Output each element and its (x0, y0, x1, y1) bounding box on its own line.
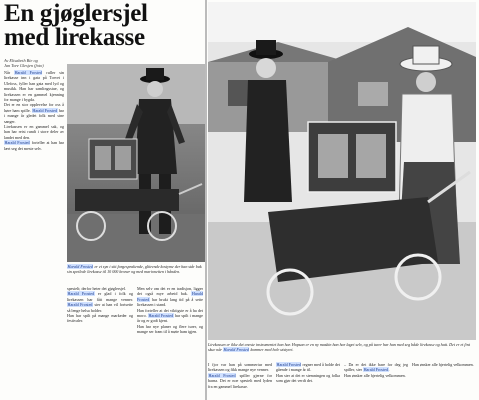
paragraph: – Da er det ikke bare for deg jeg spiller, sier Harald Frosted. (344, 362, 408, 373)
article-column-3 (137, 286, 203, 396)
article-column-6 (344, 362, 408, 398)
highlighted-name: Harald Frosted (137, 291, 203, 302)
highlighted-name: Harald Frosted (223, 347, 249, 353)
highlighted-name: Harald Frosted (363, 367, 389, 373)
article-column-1 (4, 70, 64, 396)
photo-lirekasse-right (208, 2, 476, 340)
article-column-4 (208, 362, 272, 398)
caption-right-text: Lirekassen er ikke det eneste instrumentet han har. Hopsan er en ny maskin han har laget selv, og på turer har han med seg både lirekasse og hatt. Det er et fint skue når Harald Frosted kommer med hele utstyret. (208, 342, 470, 353)
highlighted-name: Harald Frosted (4, 140, 30, 146)
headline (4, 2, 204, 50)
paragraph: Harald Frosted regner med å holde det gående i mange år til. (276, 362, 340, 373)
paragraph: Harald Frosted er glad i folk og lirekassen har fått mange venner. Harald Frosted sier at han vil fortsette så lenge helsa holder. (67, 291, 133, 313)
headline-line-1: En gjøglersjel (4, 0, 148, 27)
paragraph: Han har nye planer og flere turer, og mange ser fram til å møte ham igjen. (137, 323, 203, 335)
paragraph: Han har spilt på mange markeder og festivaler. (67, 313, 133, 324)
highlighted-name: Harald Frosted (208, 372, 236, 378)
highlighted-name: Harald Frosted (32, 107, 58, 113)
byline (4, 58, 74, 68)
paragraph: Lirekassen er en gammel sak, og han har reist rundt i store deler av landet med den. (4, 124, 64, 140)
paragraph: spesielt; derfor heter det gjøglersjel. (67, 286, 126, 291)
paragraph: Harald Frosted spiller gjerne for barna. Det er noe spesielt med lyden fra en gammel lirekasse. (208, 372, 272, 389)
photo-lirekasse-left (67, 64, 205, 262)
photo-illustration (67, 64, 205, 262)
column-divider (205, 0, 207, 400)
paragraph: Han sier at det er stemningen og folka som gjør det verdt det. (276, 372, 340, 384)
paragraph: Men selv om det er en tradisjon, ligger det også mye arbeid bak. Harald Frosted har brukt lang tid på å sette lirekassen i stand. (137, 286, 203, 308)
paragraph: Harald Frosted forteller at han har lært seg det meste selv. (4, 140, 64, 151)
headline-line-2: med lirekasse (4, 24, 145, 51)
paragraph: Han forteller at det viktigste er å ha det moro. Harald Frosted har spilt i mange år og er godt kjent. (137, 307, 203, 324)
highlighted-name: Harald Frosted (67, 264, 93, 269)
paragraph: I fjor var han på sommertur med lirekassen og fikk mange nye venner. (208, 362, 272, 373)
byline-line-1: Av Elisabeth Bie og (4, 58, 38, 63)
caption-left (67, 264, 204, 274)
article-column-2 (67, 286, 133, 396)
highlighted-name: Harald Frosted (276, 362, 301, 367)
highlighted-name: Harald Frosted (67, 291, 95, 297)
highlighted-name: Harald Frosted (14, 70, 42, 75)
caption-right (208, 342, 476, 352)
paragraph: Når Harald Frosted ruller sin lirekasse inn i gata på Torvet i Ulefoss, fyller han gata med lyd og musikk. Han har samlingsstue, og lirekassen er en gammel kjenning for mange i bygda. (4, 70, 64, 103)
photo-illustration-right (208, 2, 476, 340)
highlighted-name: Harald Frosted (148, 313, 174, 319)
paragraph: Han ønsker alle hjertelig velkommen. (412, 362, 474, 367)
paragraph: Han ønsker alle hjertelig velkommen. (344, 372, 406, 378)
byline-line-2: Jan Tore Glesjen (foto) (4, 63, 44, 68)
caption-left-text: Harald Frosted er et syn i sitt fargesprakende, glitrende kostyme der han står bak sin speilede lirekasse til 10 000 kroner og med marionetten i hånden. (67, 264, 202, 275)
highlighted-name: Harald Frosted (67, 302, 93, 308)
article-column-7 (412, 362, 476, 398)
paragraph: Det er en stor opplevelse for oss å høre ham spille. Harald Frosted har i mange år gledet folk med sine sanger. (4, 102, 64, 124)
article-column-5 (276, 362, 340, 398)
